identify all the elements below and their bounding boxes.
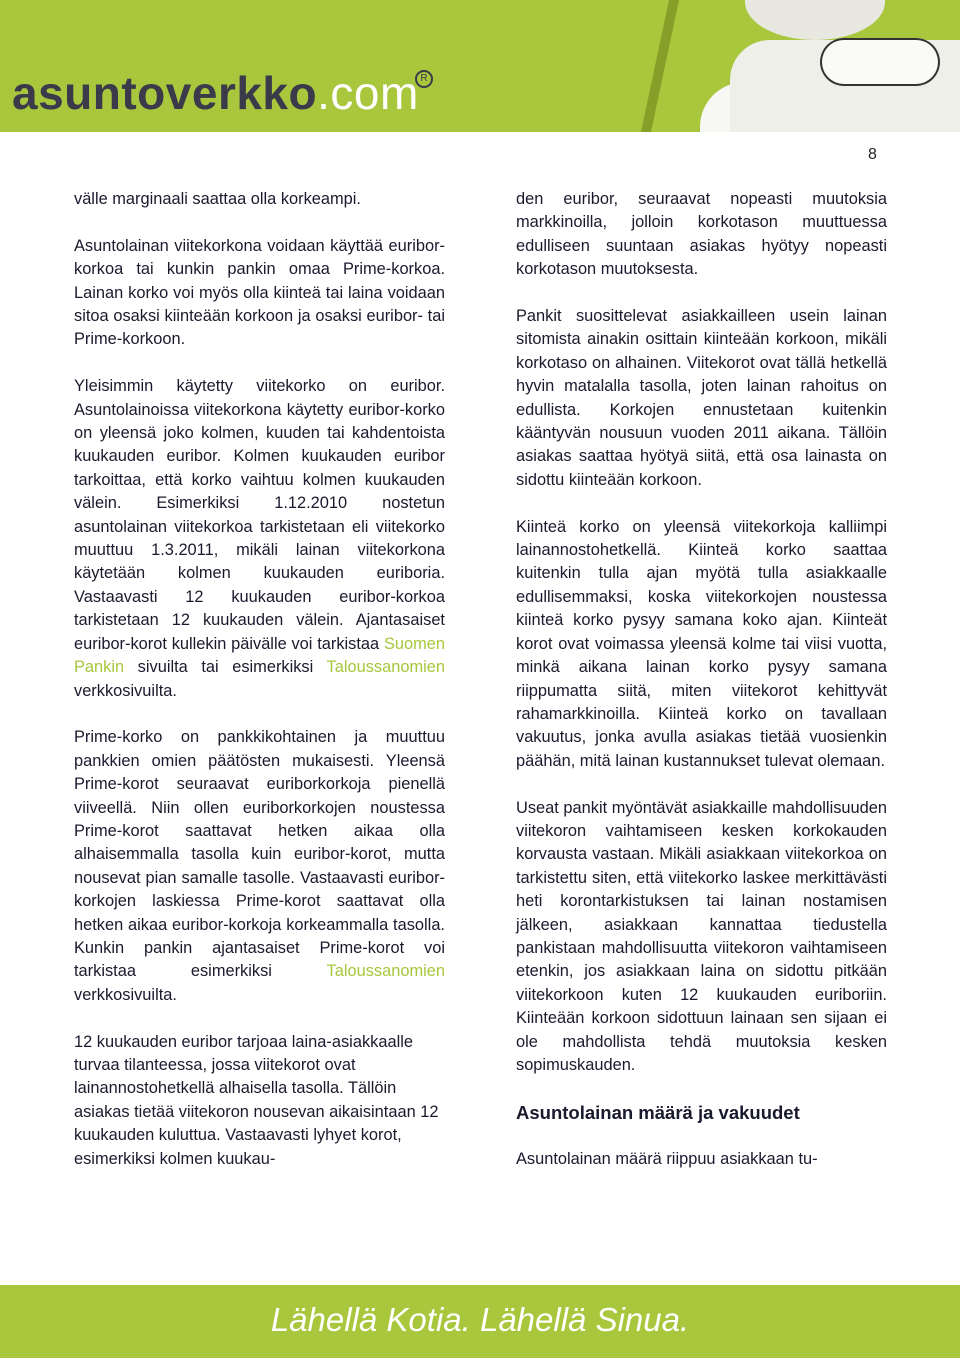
footer-slogan: Lähellä Kotia. Lähellä Sinua.	[270, 1301, 690, 1338]
header-banner	[0, 0, 960, 132]
section-heading: Asuntolainan määrä ja vakuudet	[516, 1101, 800, 1123]
registered-mark-icon: R	[415, 70, 433, 88]
link-taloussanomat[interactable]: Taloussanomien	[326, 962, 445, 981]
paragraph: Asuntolainan viitekorkona voidaan käyttää euribor-korkoa tai kunkin pankin omaa Prime-korkoa. Lainan korko voi myös olla kiinteä tai laina voidaan sitoa osaksi kiinteään korkoon ja osaksi euribor- tai Prime-korkoon.	[74, 236, 445, 349]
paragraph: Pankit suosittelevat asiakkailleen usein lainan sitomista ainakin osittain kiinteään korkoon, mikäli korkotaso on alhainen. Viitekorot ovat tällä hetkellä hyvin matalalla tasolla, joten lainan rahoitus on edullista. Korkojen ennustetaan kuitenkin kääntyvän nousuun vuoden 2011 aikana. Tällöin asiakas saattaa hyötyä siitä, että osa lainasta on sidottu kiinteään korkoon.	[516, 307, 887, 489]
link-taloussanomat[interactable]: Taloussanomien	[326, 658, 445, 677]
footer-banner	[0, 1285, 960, 1358]
paragraph: den euribor, seuraavat nopeasti muutoksia markkinoilla, jolloin korkotason muuttuessa edulliseen suuntaan asiakas hyötyy nopeasti korkotason muutoksesta.	[516, 190, 887, 279]
lamp-pole-graphic	[641, 0, 679, 132]
paragraph: Useat pankit myöntävät asiakkaille mahdollisuuden viitekoron vaihtamiseen kesken korkokauden korvausta vastaan. Mikäli asiakkaan viitekorkoa on tarkistettu siten, että viitekorko laskee merkittävästi heti korontarkistuksen tai lainan nostamisen jälkeen, asiakkaan kannattaa tiedustella pankistaan mahdollisuutta viitekoron vaihtamiseen etenkin, jos asiakkaan laina on sidottu pitkään viitekorkoon kuten 12 kuukauden euriboriin. Kiinteään korkoon sidottuun lainaan sen sijaan ei ole mahdollista tehdä muutoksia kesken sopimuskauden.	[516, 798, 887, 1074]
text-run: verkkosivuilta.	[74, 985, 177, 1004]
right-column	[516, 188, 887, 1171]
pillow-graphic	[820, 38, 940, 86]
link-suomen-pankki[interactable]: Suomen Pankin	[74, 634, 445, 677]
text-run: Prime-korko on pankkikohtainen ja muuttuu pankkien omien päätösten mukaisesti. Yleensä Prime-korot seuraavat euriborkorkoja pienellä viiveellä. Niin ollen euriborkorkojen noustessa Prime-korot saattavat hetken aikaa olla alhaisemmalla tasolla kuin euribor-korot, mutta nousevat pian samalle tasolle. Vastaavasti euribor-korkojen laskiessa Prime-korot saattavat olla hetken aikaa euribor-korkoja korkeammalla tasolla. Kunkin pankin ajantasaiset Prime-korot voi tarkistaa esimerkiksi	[74, 728, 445, 981]
text-run: verkkosivuilta.	[74, 681, 177, 700]
left-column	[74, 188, 445, 1171]
page-number: 8	[868, 146, 877, 163]
paragraph: Asuntolainan määrä riippuu asiakkaan tu-	[516, 1149, 818, 1168]
paragraph	[74, 375, 445, 703]
paragraph: välle marginaali saattaa olla korkeampi.	[74, 190, 361, 208]
text-run: Yleisimmin käytetty viitekorko on euribor. Asuntolainoissa viitekorkona käytetty euribor-korko on yleensä joko kolmen, kuuden tai kahdentoista kuukauden euribor. Kolmen kuukauden euribor tarkoittaa, että korko vaihtuu kolmen kuukauden välein. Esimerkiksi 1.12.2010 nostetun asuntolainan viitekorkoa tarkistetaan eli viitekorko muuttuu 1.3.2011, mikäli lainan viitekorkona käytetään kolmen kuukauden euriboria. Vastaavasti 12 kuukauden euribor-korkoa tarkistetaan 12 kuukauden välein. Ajantasaiset euribor-korot kullekin päivälle voi tarkistaa	[74, 377, 445, 653]
lamp-shade-graphic	[745, 0, 885, 40]
paragraph	[74, 726, 445, 1007]
paragraph: 12 kuukauden euribor tarjoaa laina-asiakkaalle turvaa tilanteessa, jossa viitekorot ovat lainannostohetkellä alhaisella tasolla. Tällöin asiakas tietää viitekoron nousevan aikaisintaan 12 kuukauden kuluttua. Vastaavasti lyhyet korot, esimerkiksi kolmen kuukau-	[74, 1032, 439, 1168]
logo-main-text: asuntoverkko	[12, 67, 318, 119]
text-run: sivuilta tai esimerkiksi	[124, 658, 327, 677]
site-logo[interactable]	[12, 66, 419, 120]
paragraph: Kiinteä korko on yleensä viitekorkoja kalliimpi lainannostohetkellä. Kiinteä korko saattaa kuitenkin tulla ajan myötä tulla asiakkaalle edullisemmaksi, koska viitekorkojen noustessa kiinteä korko pysyy samana koko ajan. Kiinteät korot ovat voimassa yleensä kolme tai viisi vuotta, minkä aikana lainan korko pysyy samana riippumatta siitä, miten viitekorot kehittyvät rahamarkkinoilla. Kiinteä korko on tavallaan vakuutus, jonka avulla asiakas tietää vuosienkin päähän, mitä lainan kustannukset tulevat olemaan.	[516, 517, 887, 770]
logo-tld-text: .com	[317, 67, 419, 119]
